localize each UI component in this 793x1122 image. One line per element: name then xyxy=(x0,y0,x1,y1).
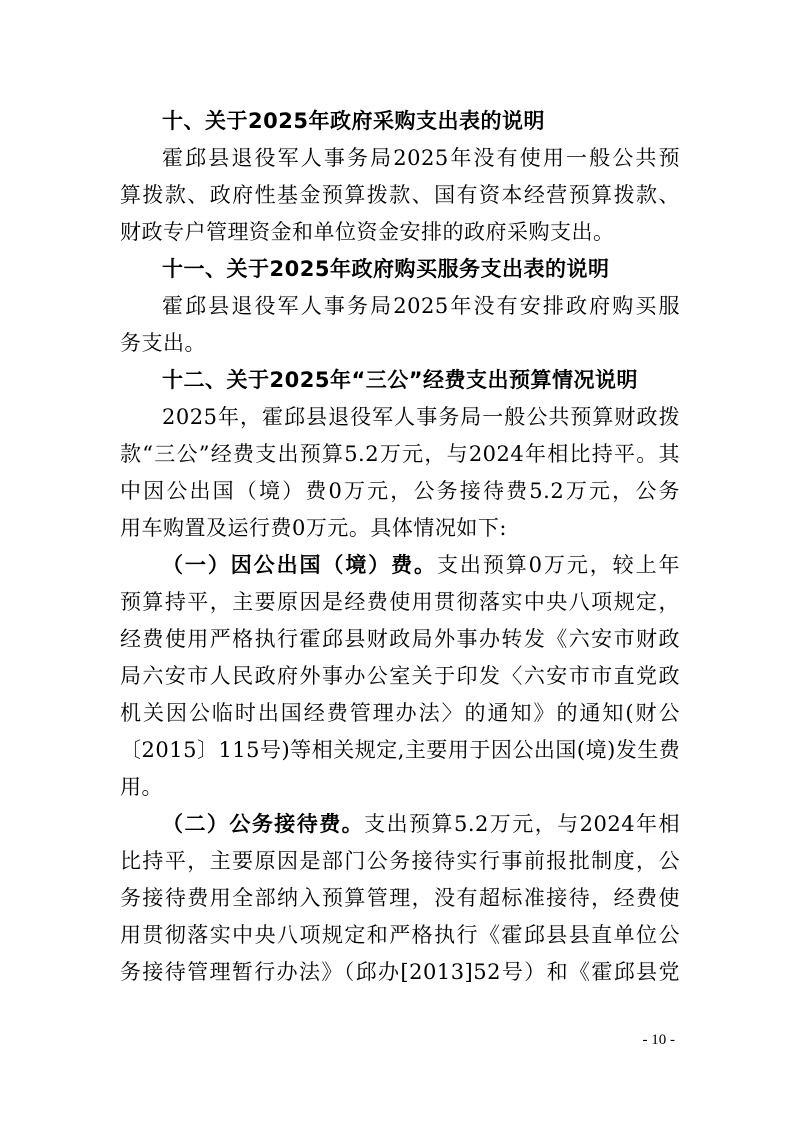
paragraph-line: 用。 xyxy=(120,775,163,799)
item-2-title: （二）公务接待费。 xyxy=(162,812,365,836)
section-heading-12: 十二、关于2025年“三公”经费支出预算情况说明 xyxy=(162,368,639,392)
paragraph-line: 款“三公”经费支出预算5.2万元，与2024年相比持平。其 xyxy=(120,442,680,466)
paragraph-line: 算拨款、政府性基金预算拨款、国有资本经营预算拨款、 xyxy=(120,183,680,207)
section-heading-11: 十一、关于2025年政府购买服务支出表的说明 xyxy=(162,257,610,281)
document-body xyxy=(120,103,680,991)
item-1-title: （一）因公出国（境）费。 xyxy=(162,553,437,577)
item-1-first-line xyxy=(120,547,680,584)
item-1-text: 支出预算0万元，较上年 xyxy=(436,553,680,577)
paragraph-line: 务支出。 xyxy=(120,331,206,355)
paragraph-line: 财政专户管理资金和单位资金安排的政府采购支出。 xyxy=(120,220,615,244)
item-2-text: 支出预算5.2万元，与2024年相 xyxy=(364,812,681,836)
paragraph-line: 用贯彻落实中央八项规定和严格执行《霍邱县县直单位公 xyxy=(120,923,680,947)
paragraph-line: 局六安市人民政府外事办公室关于印发〈六安市市直党政 xyxy=(120,664,680,688)
section-heading-10: 十、关于2025年政府采购支出表的说明 xyxy=(162,109,545,133)
item-2-first-line xyxy=(120,806,680,843)
page-number: - 10 - xyxy=(642,1032,675,1048)
paragraph-line: 务接待费用全部纳入预算管理，没有超标准接待，经费使 xyxy=(120,886,680,910)
paragraph-line: 霍邱县退役军人事务局2025年没有使用一般公共预 xyxy=(162,146,680,170)
paragraph-line: 中因公出国（境）费0万元，公务接待费5.2万元，公务 xyxy=(120,479,680,503)
paragraph-line: 经费使用严格执行霍邱县财政局外事办转发《六安市财政 xyxy=(120,627,680,651)
paragraph-line: 机关因公临时出国经费管理办法〉的通知》的通知(财公 xyxy=(120,701,680,725)
paragraph-line: 务接待管理暂行办法》（邱办[2013]52号）和《霍邱县党 xyxy=(120,960,680,984)
paragraph-line: 霍邱县退役军人事务局2025年没有安排政府购买服 xyxy=(162,294,680,318)
paragraph-line: 2025年，霍邱县退役军人事务局一般公共预算财政拨 xyxy=(162,405,680,429)
paragraph-line: 预算持平，主要原因是经费使用贯彻落实中央八项规定， xyxy=(120,590,680,614)
paragraph-line: 用车购置及运行费0万元。具体情况如下: xyxy=(120,516,507,540)
paragraph-line: 〔2015〕115号)等相关规定,主要用于因公出国(境)发生费 xyxy=(120,738,681,762)
paragraph-line: 比持平，主要原因是部门公务接待实行事前报批制度，公 xyxy=(120,849,680,873)
